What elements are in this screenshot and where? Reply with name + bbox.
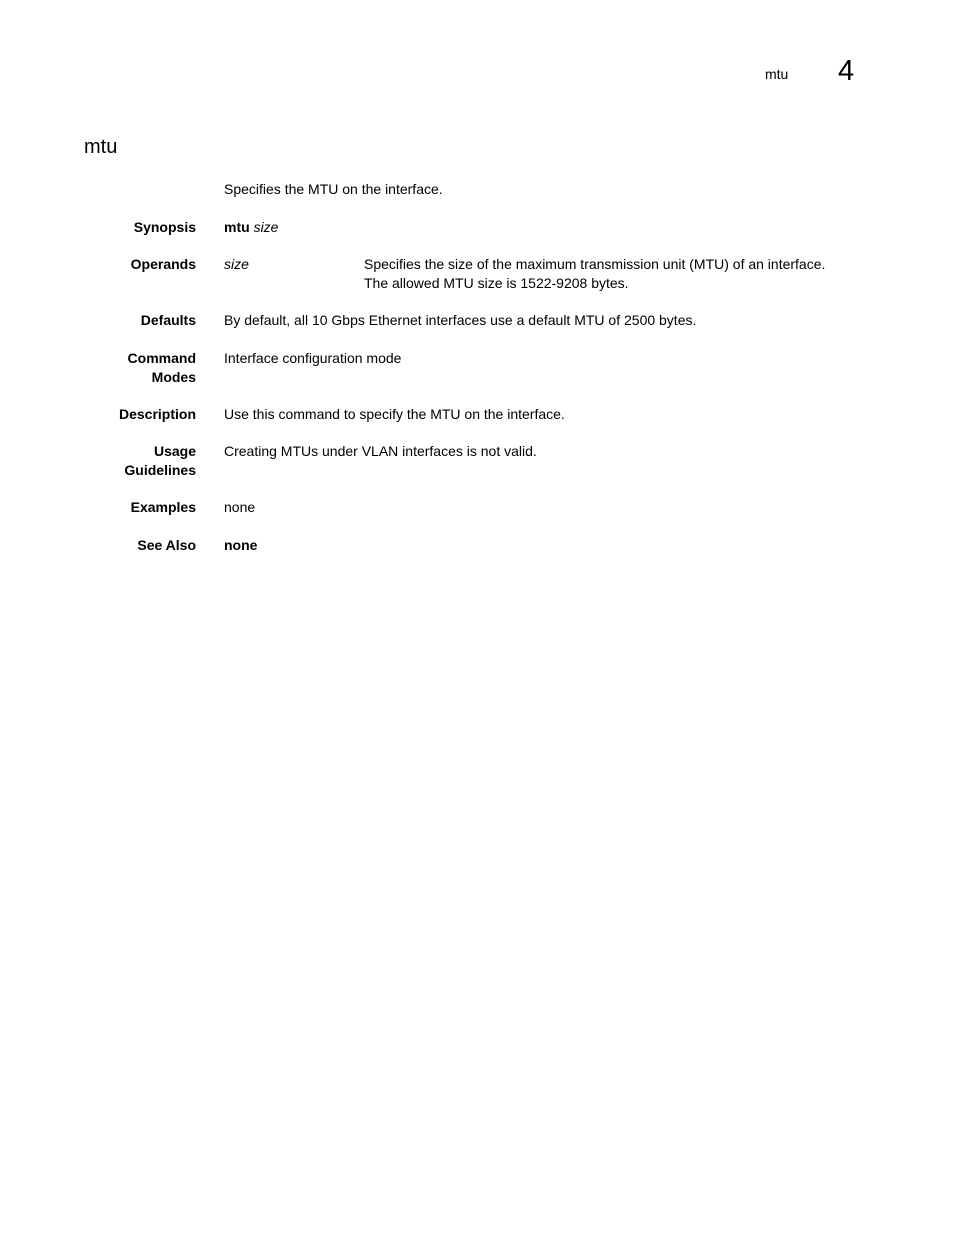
description-text: Use this command to specify the MTU on the interface. (224, 406, 565, 422)
command-modes-label: Command Modes (127, 350, 196, 385)
usage-guidelines-label: Usage Guidelines (124, 443, 196, 478)
examples-label: Examples (130, 499, 196, 515)
operand-description (364, 255, 884, 293)
page-title: mtu (84, 136, 118, 158)
defaults-text: By default, all 10 Gbps Ethernet interfaces use a default MTU of 2500 bytes. (224, 312, 697, 328)
command-modes-text: Interface configuration mode (224, 350, 402, 366)
synopsis-label: Synopsis (133, 219, 196, 235)
operand-name: size (224, 256, 249, 272)
synopsis-command: mtu (224, 219, 250, 235)
examples-text: none (224, 499, 256, 515)
description-label: Description (118, 406, 196, 422)
synopsis-content (224, 218, 864, 237)
operands-label: Operands (130, 256, 196, 272)
operand-description-line: Specifies the size of the maximum transmission unit (MTU) of an interface. (364, 256, 826, 272)
usage-guidelines-text: Creating MTUs under VLAN interfaces is not valid. (224, 443, 537, 459)
see-also-text: none (224, 537, 258, 553)
defaults-label: Defaults (140, 312, 196, 328)
see-also-label: See Also (137, 537, 196, 553)
chapter-number: 4 (838, 55, 855, 87)
header-topic: mtu (765, 66, 789, 82)
operand-description-line: The allowed MTU size is 1522-9208 bytes. (364, 275, 629, 291)
synopsis-argument: size (253, 219, 279, 235)
summary-text: Specifies the MTU on the interface. (224, 181, 443, 197)
